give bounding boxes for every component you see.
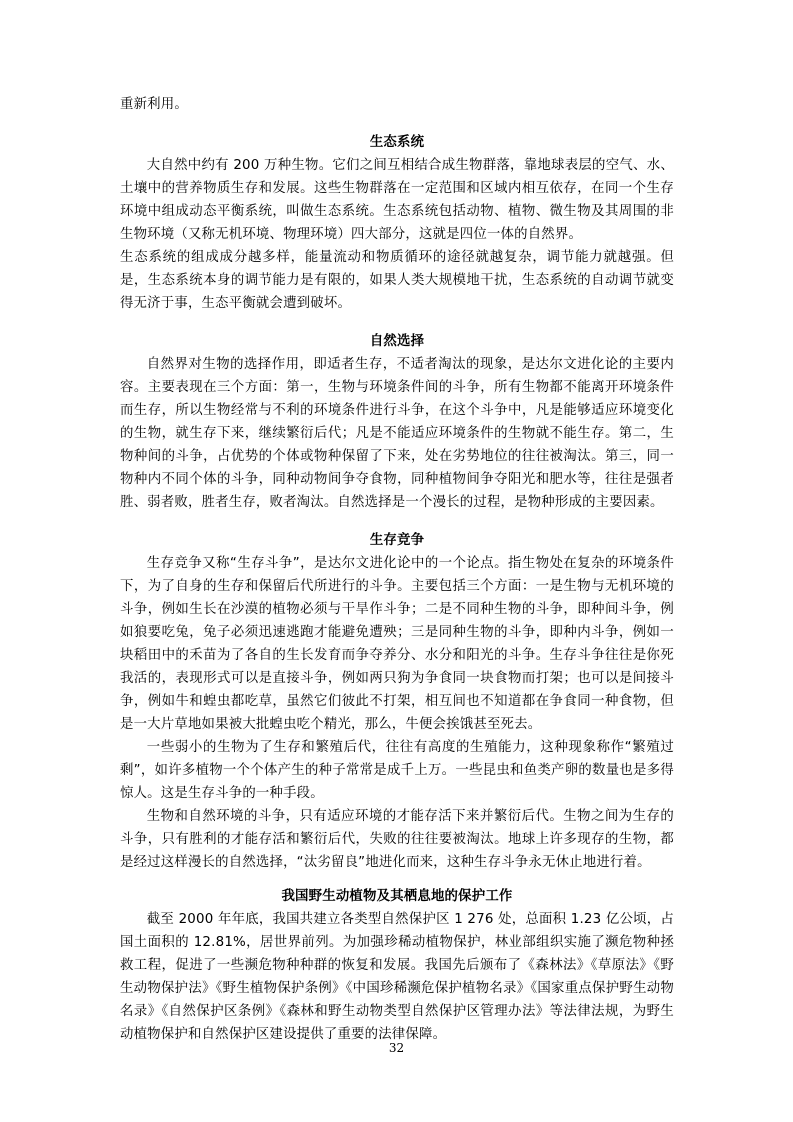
section-paragraph: 截至 2000 年年底，我国共建立各类型自然保护区 1 276 处，总面积 1.23 亿公顷，占国土面积的 12.81%，居世界前列。为加强珍稀动植物保护，林业部组织实施了濒危物种拯救工程，促进了一些濒危物种种群的恢复和发展。我国先后颁布了《森林法》《草原法》《野生动物保护法》《野生植物保护条例》《中国珍稀濒危保护植物名录》《国家重点保护野生动物名录》《自然保护区条例》《森林和野生动物类型自然保护区管理办法》等法律法规，为野生动植物保护和自然保护区建设提供了重要的法律保障。: [120, 912, 674, 1042]
page-content: [120, 93, 674, 1046]
section-struggle-for-existence: [120, 529, 674, 874]
intro-tail-paragraph: 重新利用。: [120, 97, 188, 112]
section-natural-selection: [120, 330, 674, 514]
page-number: 32: [388, 1041, 405, 1055]
section-title: 自然选择: [369, 334, 425, 349]
section-ecosystem: [120, 131, 674, 315]
section-title: 我国野生动植物及其栖息地的保护工作: [281, 889, 513, 904]
section-wildlife-protection: [120, 885, 674, 1046]
section-paragraph: 生存竞争又称“生存斗争”，是达尔文进化论中的一个论点。指生物处在复杂的环境条件下，为了自身的生存和保留后代所进行的斗争。主要包括三个方面：一是生物与无机环境的斗争，例如生长在沙漠的植物必须与干旱作斗争；二是不同种生物的斗争，即种间斗争，例如狼要吃兔，兔子必须迅速逃跑才能避免遭殃；三是同种生物的斗争，即种内斗争，例如一块稻田中的禾苗为了各自的生长发育而争夺养分、水分和阳光的斗争。生存斗争往往是你死我活的，表现形式可以是直接斗争，例如两只狗为争食同一块食物而打架；也可以是间接斗争，例如牛和蝗虫都吃草，虽然它们彼此不打架，相互间也不知道都在争食同一种食物，但是一大片草地如果被大批蝗虫吃个精光，那么，牛便会挨饿甚至死去。: [120, 556, 674, 732]
section-title: 生态系统: [369, 135, 425, 150]
section-paragraph: 自然界对生物的选择作用，即适者生存，不适者淘汰的现象，是达尔文进化论的主要内容。主要表现在三个方面：第一，生物与环境条件间的斗争，所有生物都不能离开环境条件而生存，所以生物经常与不利的环境条件进行斗争，在这个斗争中，凡是能够适应环境变化的生物，就生存下来，继续繁衍后代；凡是不能适应环境条件的生物就不能生存。第二，生物种间的斗争，占优势的个体或物种保留了下来，处在劣势地位的往往被淘汰。第三，同一物种内不同个体的斗争，同种动物间争夺食物，同种植物间争夺阳光和肥水等，往往是强者胜、弱者败，胜者生存，败者淘汰。自然选择是一个漫长的过程，是物种形成的主要因素。: [120, 357, 674, 510]
section-paragraph: 生态系统的组成成分越多样，能量流动和物质循环的途径就越复杂，调节能力就越强。但是，生态系统本身的调节能力是有限的，如果人类大规模地干扰，生态系统的自动调节就变得无济于事，生态平衡就会遭到破坏。: [120, 250, 674, 311]
section-paragraph: 生物和自然环境的斗争，只有适应环境的才能存活下来并繁衍后代。生物之间为生存的斗争，只有胜利的才能存活和繁衍后代，失败的往往要被淘汰。地球上许多现存的生物，都是经过这样漫长的自然选择，“汰劣留良”地进化而来，这种生存斗争永无休止地进行着。: [120, 809, 674, 870]
section-paragraph: 一些弱小的生物为了生存和繁殖后代，往往有高度的生殖能力，这种现象称作“繁殖过剩”，如许多植物一个个体产生的种子常常是成千上万。一些昆虫和鱼类产卵的数量也是多得惊人。这是生存斗争的一种手段。: [120, 740, 674, 801]
section-paragraph: 大自然中约有 200 万种生物。它们之间互相结合成生物群落，靠地球表层的空气、水、土壤中的营养物质生存和发展。这些生物群落在一定范围和区域内相互依存，在同一个生存环境中组成动态平衡系统，叫做生态系统。生态系统包括动物、植物、微生物及其周围的非生物环境（又称无机环境、物理环境）四大部分，这就是四位一体的自然界。: [120, 158, 674, 242]
section-title: 生存竞争: [369, 533, 425, 548]
